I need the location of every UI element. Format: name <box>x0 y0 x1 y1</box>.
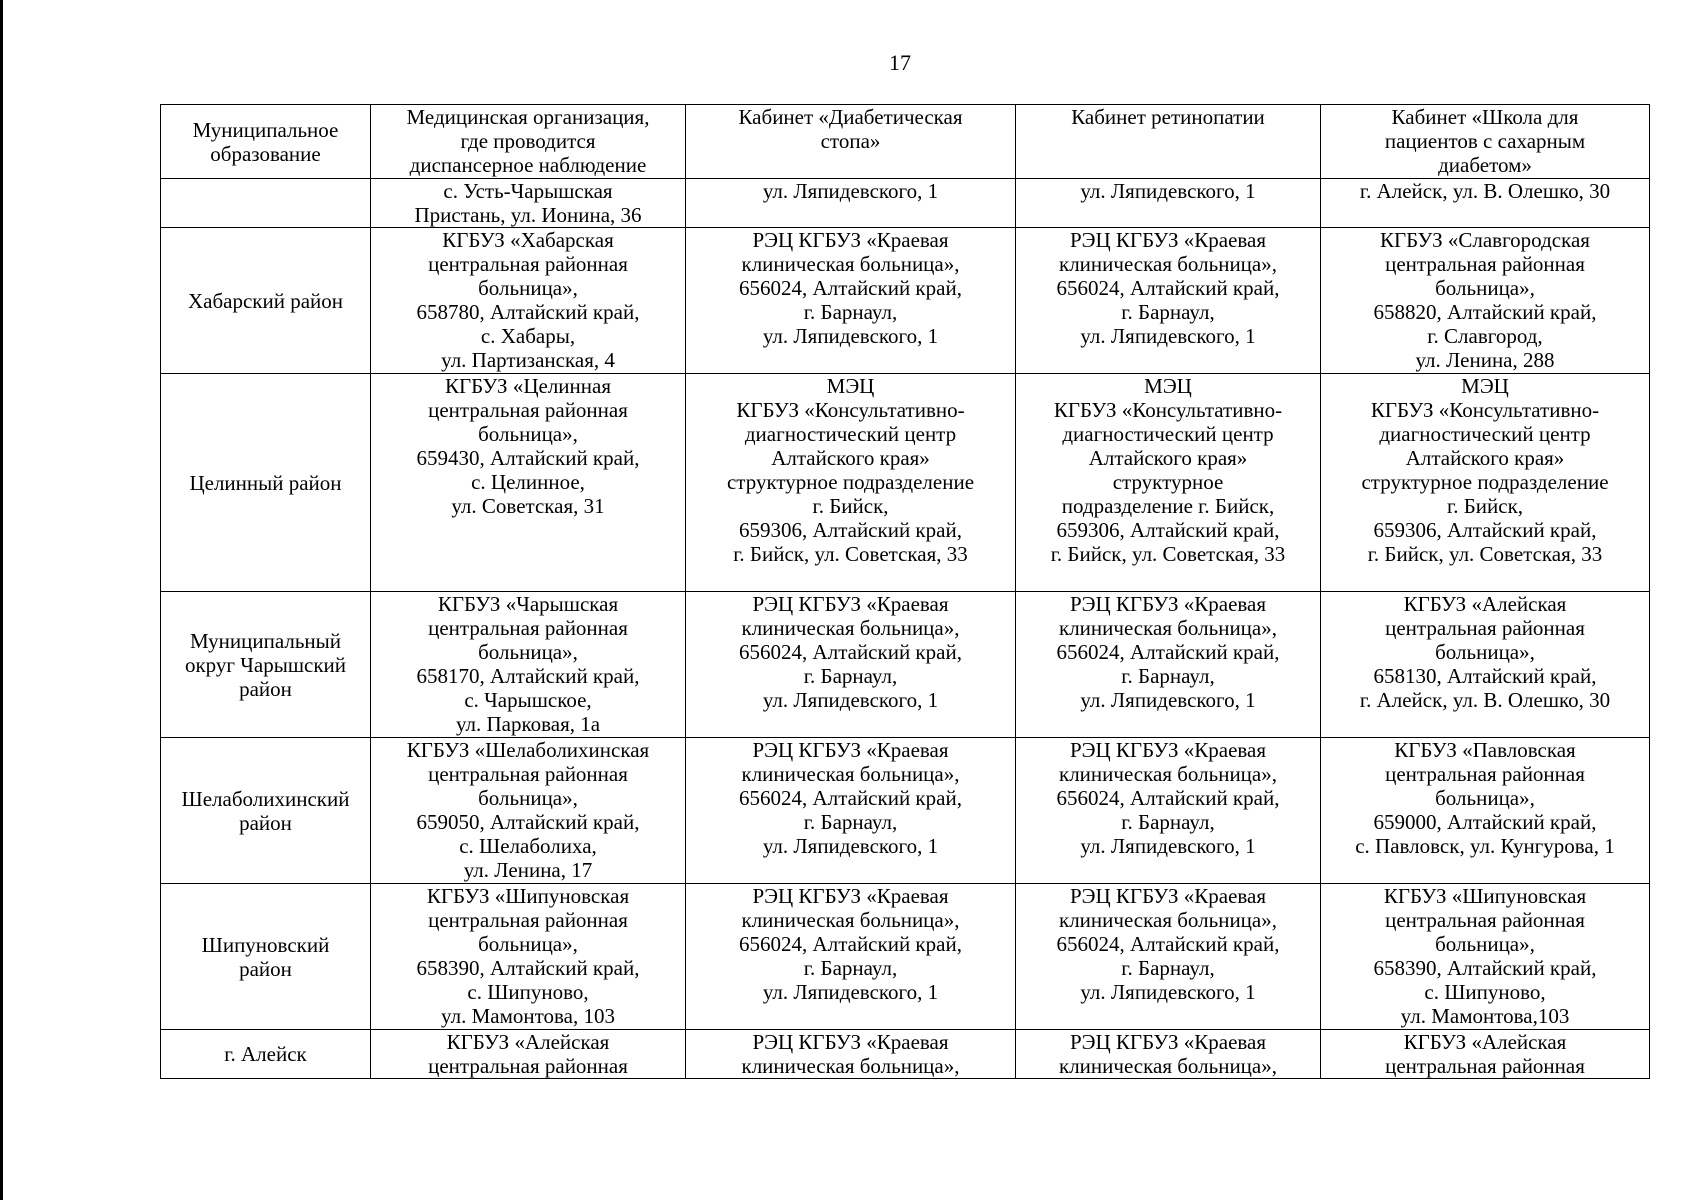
cell-municipality: Муниципальный округ Чарышский район <box>161 592 371 738</box>
cell-retinopathy: РЭЦ КГБУЗ «Краевая клиническая больница», 656024, Алтайский край, г. Барнаул, ул. Ляпидевского, 1 <box>1016 228 1321 374</box>
cell-organization: КГБУЗ «Целинная центральная районная больница», 659430, Алтайский край, с. Целинное, ул. Советская, 31 <box>371 374 686 592</box>
table-header-row <box>161 105 1650 179</box>
table-row <box>161 592 1650 738</box>
cell-diabetic-foot: ул. Ляпидевского, 1 <box>686 179 1016 228</box>
cell-retinopathy: ул. Ляпидевского, 1 <box>1016 179 1321 228</box>
cell-diabetes-school: г. Алейск, ул. В. Олешко, 30 <box>1321 179 1650 228</box>
cell-organization: КГБУЗ «Шипуновская центральная районная больница», 658390, Алтайский край, с. Шипуново, ул. Мамонтова, 103 <box>371 884 686 1030</box>
cell-diabetic-foot: РЭЦ КГБУЗ «Краевая клиническая больница», 656024, Алтайский край, г. Барнаул, ул. Ляпидевского, 1 <box>686 738 1016 884</box>
cell-organization: с. Усть-Чарышская Пристань, ул. Ионина, 36 <box>371 179 686 228</box>
cell-retinopathy: РЭЦ КГБУЗ «Краевая клиническая больница», 656024, Алтайский край, г. Барнаул, ул. Ляпидевского, 1 <box>1016 738 1321 884</box>
cell-diabetes-school: МЭЦ КГБУЗ «Консультативно- диагностический центр Алтайского края» структурное подразделение г. Бийск, 659306, Алтайский край, г. Бийск, ул. Советская, 33 <box>1321 374 1650 592</box>
dispensary-table <box>160 104 1650 1079</box>
cell-organization: КГБУЗ «Чарышская центральная районная больница», 658170, Алтайский край, с. Чарышское, ул. Парковая, 1а <box>371 592 686 738</box>
cell-municipality: Целинный район <box>161 374 371 592</box>
table-row <box>161 884 1650 1030</box>
cell-municipality: Шелаболихинский район <box>161 738 371 884</box>
cell-diabetic-foot: МЭЦ КГБУЗ «Консультативно- диагностический центр Алтайского края» структурное подразделение г. Бийск, 659306, Алтайский край, г. Бийск, ул. Советская, 33 <box>686 374 1016 592</box>
header-diabetic-foot: Кабинет «Диабетическая стопа» <box>686 105 1016 179</box>
page-number: 17 <box>889 50 911 75</box>
cell-municipality: Хабарский район <box>161 228 371 374</box>
cell-diabetes-school: КГБУЗ «Славгородская центральная районная больница», 658820, Алтайский край, г. Славгород, ул. Ленина, 288 <box>1321 228 1650 374</box>
table-row <box>161 374 1650 592</box>
cell-organization: КГБУЗ «Алейская центральная районная <box>371 1030 686 1079</box>
cell-organization: КГБУЗ «Шелаболихинская центральная районная больница», 659050, Алтайский край, с. Шелаболиха, ул. Ленина, 17 <box>371 738 686 884</box>
cell-municipality: г. Алейск <box>161 1030 371 1079</box>
cell-diabetes-school: КГБУЗ «Павловская центральная районная больница», 659000, Алтайский край, с. Павловск, ул. Кунгурова, 1 <box>1321 738 1650 884</box>
table-row <box>161 738 1650 884</box>
cell-diabetes-school: КГБУЗ «Шипуновская центральная районная больница», 658390, Алтайский край, с. Шипуново, ул. Мамонтова,103 <box>1321 884 1650 1030</box>
table-row <box>161 228 1650 374</box>
header-municipality: Муниципальное образование <box>161 105 371 179</box>
header-retinopathy: Кабинет ретинопатии <box>1016 105 1321 179</box>
table-row <box>161 179 1650 228</box>
cell-organization: КГБУЗ «Хабарская центральная районная больница», 658780, Алтайский край, с. Хабары, ул. Партизанская, 4 <box>371 228 686 374</box>
cell-retinopathy: РЭЦ КГБУЗ «Краевая клиническая больница», 656024, Алтайский край, г. Барнаул, ул. Ляпидевского, 1 <box>1016 884 1321 1030</box>
cell-retinopathy: РЭЦ КГБУЗ «Краевая клиническая больница», <box>1016 1030 1321 1079</box>
cell-diabetes-school: КГБУЗ «Алейская центральная районная <box>1321 1030 1650 1079</box>
cell-retinopathy: МЭЦ КГБУЗ «Консультативно- диагностический центр Алтайского края» структурное подразделение г. Бийск, 659306, Алтайский край, г. Бийск, ул. Советская, 33 <box>1016 374 1321 592</box>
cell-diabetes-school: КГБУЗ «Алейская центральная районная больница», 658130, Алтайский край, г. Алейск, ул. В. Олешко, 30 <box>1321 592 1650 738</box>
cell-municipality <box>161 179 371 228</box>
table-row <box>161 1030 1650 1079</box>
header-organization: Медицинская организация, где проводится диспансерное наблюдение <box>371 105 686 179</box>
cell-retinopathy: РЭЦ КГБУЗ «Краевая клиническая больница», 656024, Алтайский край, г. Барнаул, ул. Ляпидевского, 1 <box>1016 592 1321 738</box>
page-left-edge <box>0 0 3 1200</box>
cell-diabetic-foot: РЭЦ КГБУЗ «Краевая клиническая больница», 656024, Алтайский край, г. Барнаул, ул. Ляпидевского, 1 <box>686 592 1016 738</box>
cell-diabetic-foot: РЭЦ КГБУЗ «Краевая клиническая больница», 656024, Алтайский край, г. Барнаул, ул. Ляпидевского, 1 <box>686 228 1016 374</box>
header-diabetes-school: Кабинет «Школа для пациентов с сахарным диабетом» <box>1321 105 1650 179</box>
cell-diabetic-foot: РЭЦ КГБУЗ «Краевая клиническая больница», <box>686 1030 1016 1079</box>
cell-diabetic-foot: РЭЦ КГБУЗ «Краевая клиническая больница», 656024, Алтайский край, г. Барнаул, ул. Ляпидевского, 1 <box>686 884 1016 1030</box>
cell-municipality: Шипуновский район <box>161 884 371 1030</box>
